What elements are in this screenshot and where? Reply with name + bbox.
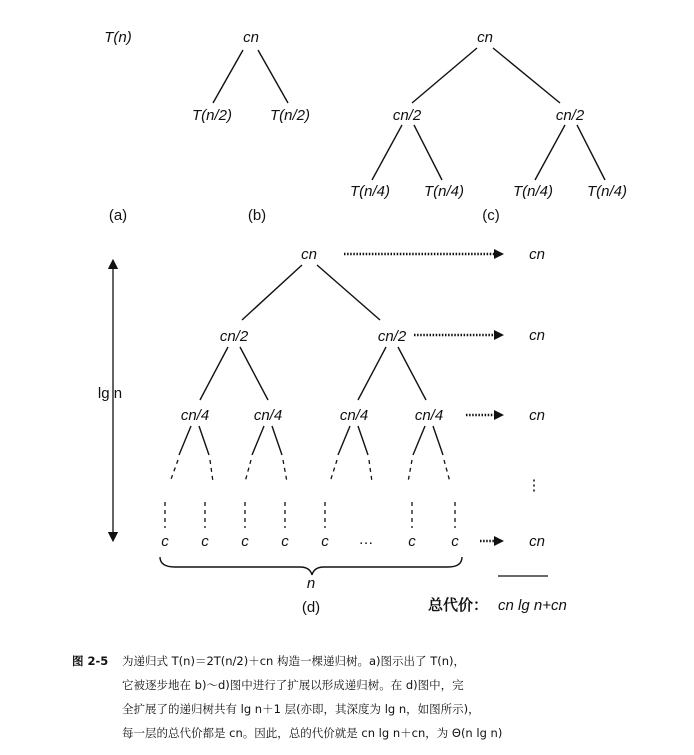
leaf-node: c [161,533,169,550]
edge [433,426,443,455]
level-cost-vdots: ⋮ [526,477,542,494]
edge [372,125,402,180]
edge [252,426,264,455]
panel-a-root: T(n) [104,29,132,46]
panel-a [104,29,132,224]
panel-d [98,246,567,616]
edge [493,48,560,103]
level-arrowhead [494,536,504,546]
panel-c-root: cn [477,29,493,46]
panel-b-root: cn [243,29,259,46]
edge [213,50,243,103]
edge [413,426,425,455]
level-cost: cn [529,533,545,550]
edge [358,426,368,455]
edge [317,265,380,320]
edge [258,50,288,103]
edge [210,460,213,482]
total-cost-value: cn lg n+cn [498,597,567,614]
edge [245,460,251,482]
edge [272,426,282,455]
leaf-node: c [201,533,209,550]
edge [330,460,337,482]
tree-node: cn [301,246,317,263]
edge [179,426,191,455]
panel-b [192,29,310,224]
level-arrowhead [494,410,504,420]
panel-c-mid-left: cn/2 [392,107,422,124]
tree-node: cn/4 [180,407,210,424]
edge [200,347,228,400]
edge [170,460,178,482]
tree-node: cn/2 [377,328,407,345]
panel-c [350,29,627,224]
level-cost: cn [529,407,545,424]
panel-d-label: (d) [301,599,321,616]
caption-line: 全扩展了的递归树共有 lg n＋1 层(亦即，其深度为 lg n，如图所示)， [122,702,480,716]
edge [240,347,268,400]
edge [338,426,350,455]
edge [414,125,442,180]
edge [358,347,386,400]
edge [242,265,302,320]
edge [199,426,209,455]
leaf-node: c [451,533,459,550]
edge [398,347,426,400]
tree-node: cn/4 [339,407,369,424]
panel-c-mid-right: cn/2 [555,107,585,124]
caption-line: 它被逐步地在 b)～d)图中进行了扩展以形成递归树。在 d)图中，完 [122,678,464,692]
panel-c-leaf: T(n/4) [423,183,465,200]
panel-c-label: (c) [482,207,500,224]
level-arrowhead [494,249,504,259]
tree-node: cn/4 [253,407,283,424]
edge [369,460,372,482]
figure-caption [72,654,502,740]
brace-label: n [306,575,316,592]
panel-b-right: T(n/2) [269,107,311,124]
edge [444,460,450,482]
total-cost-prefix: 总代价： [428,596,489,614]
caption-line: 为递归式 T(n)＝2T(n/2)＋cn 构造一棵递归树。a)图示出了 T(n)， [122,654,465,668]
caption-number: 图 2-5 [72,654,109,668]
leaves-brace [160,557,462,575]
edge [408,460,412,482]
tree-node: cn/2 [219,328,249,345]
edge [577,125,605,180]
level-cost: cn [529,246,545,263]
panel-b-label: (b) [247,207,267,224]
edge [283,460,287,482]
panel-a-label: (a) [108,207,128,224]
leaf-node: c [241,533,249,550]
panel-c-leaf: T(n/4) [586,183,628,200]
level-arrowhead [494,330,504,340]
level-cost: cn [529,327,545,344]
leaf-node: c [408,533,416,550]
panel-b-left: T(n/2) [191,107,233,124]
panel-c-leaf: T(n/4) [512,183,554,200]
panel-c-leaf: T(n/4) [349,183,391,200]
caption-line: 每一层的总代价都是 cn。因此，总的代价就是 cn lg n＋cn，为 Θ(n lg n) [122,726,503,740]
leaf-node: c [321,533,329,550]
leaf-node: c [281,533,289,550]
edge [412,48,477,103]
leaf-ellipsis: … [358,531,374,548]
depth-label: lg n [97,385,123,402]
tree-node: cn/4 [414,407,444,424]
edge [535,125,565,180]
